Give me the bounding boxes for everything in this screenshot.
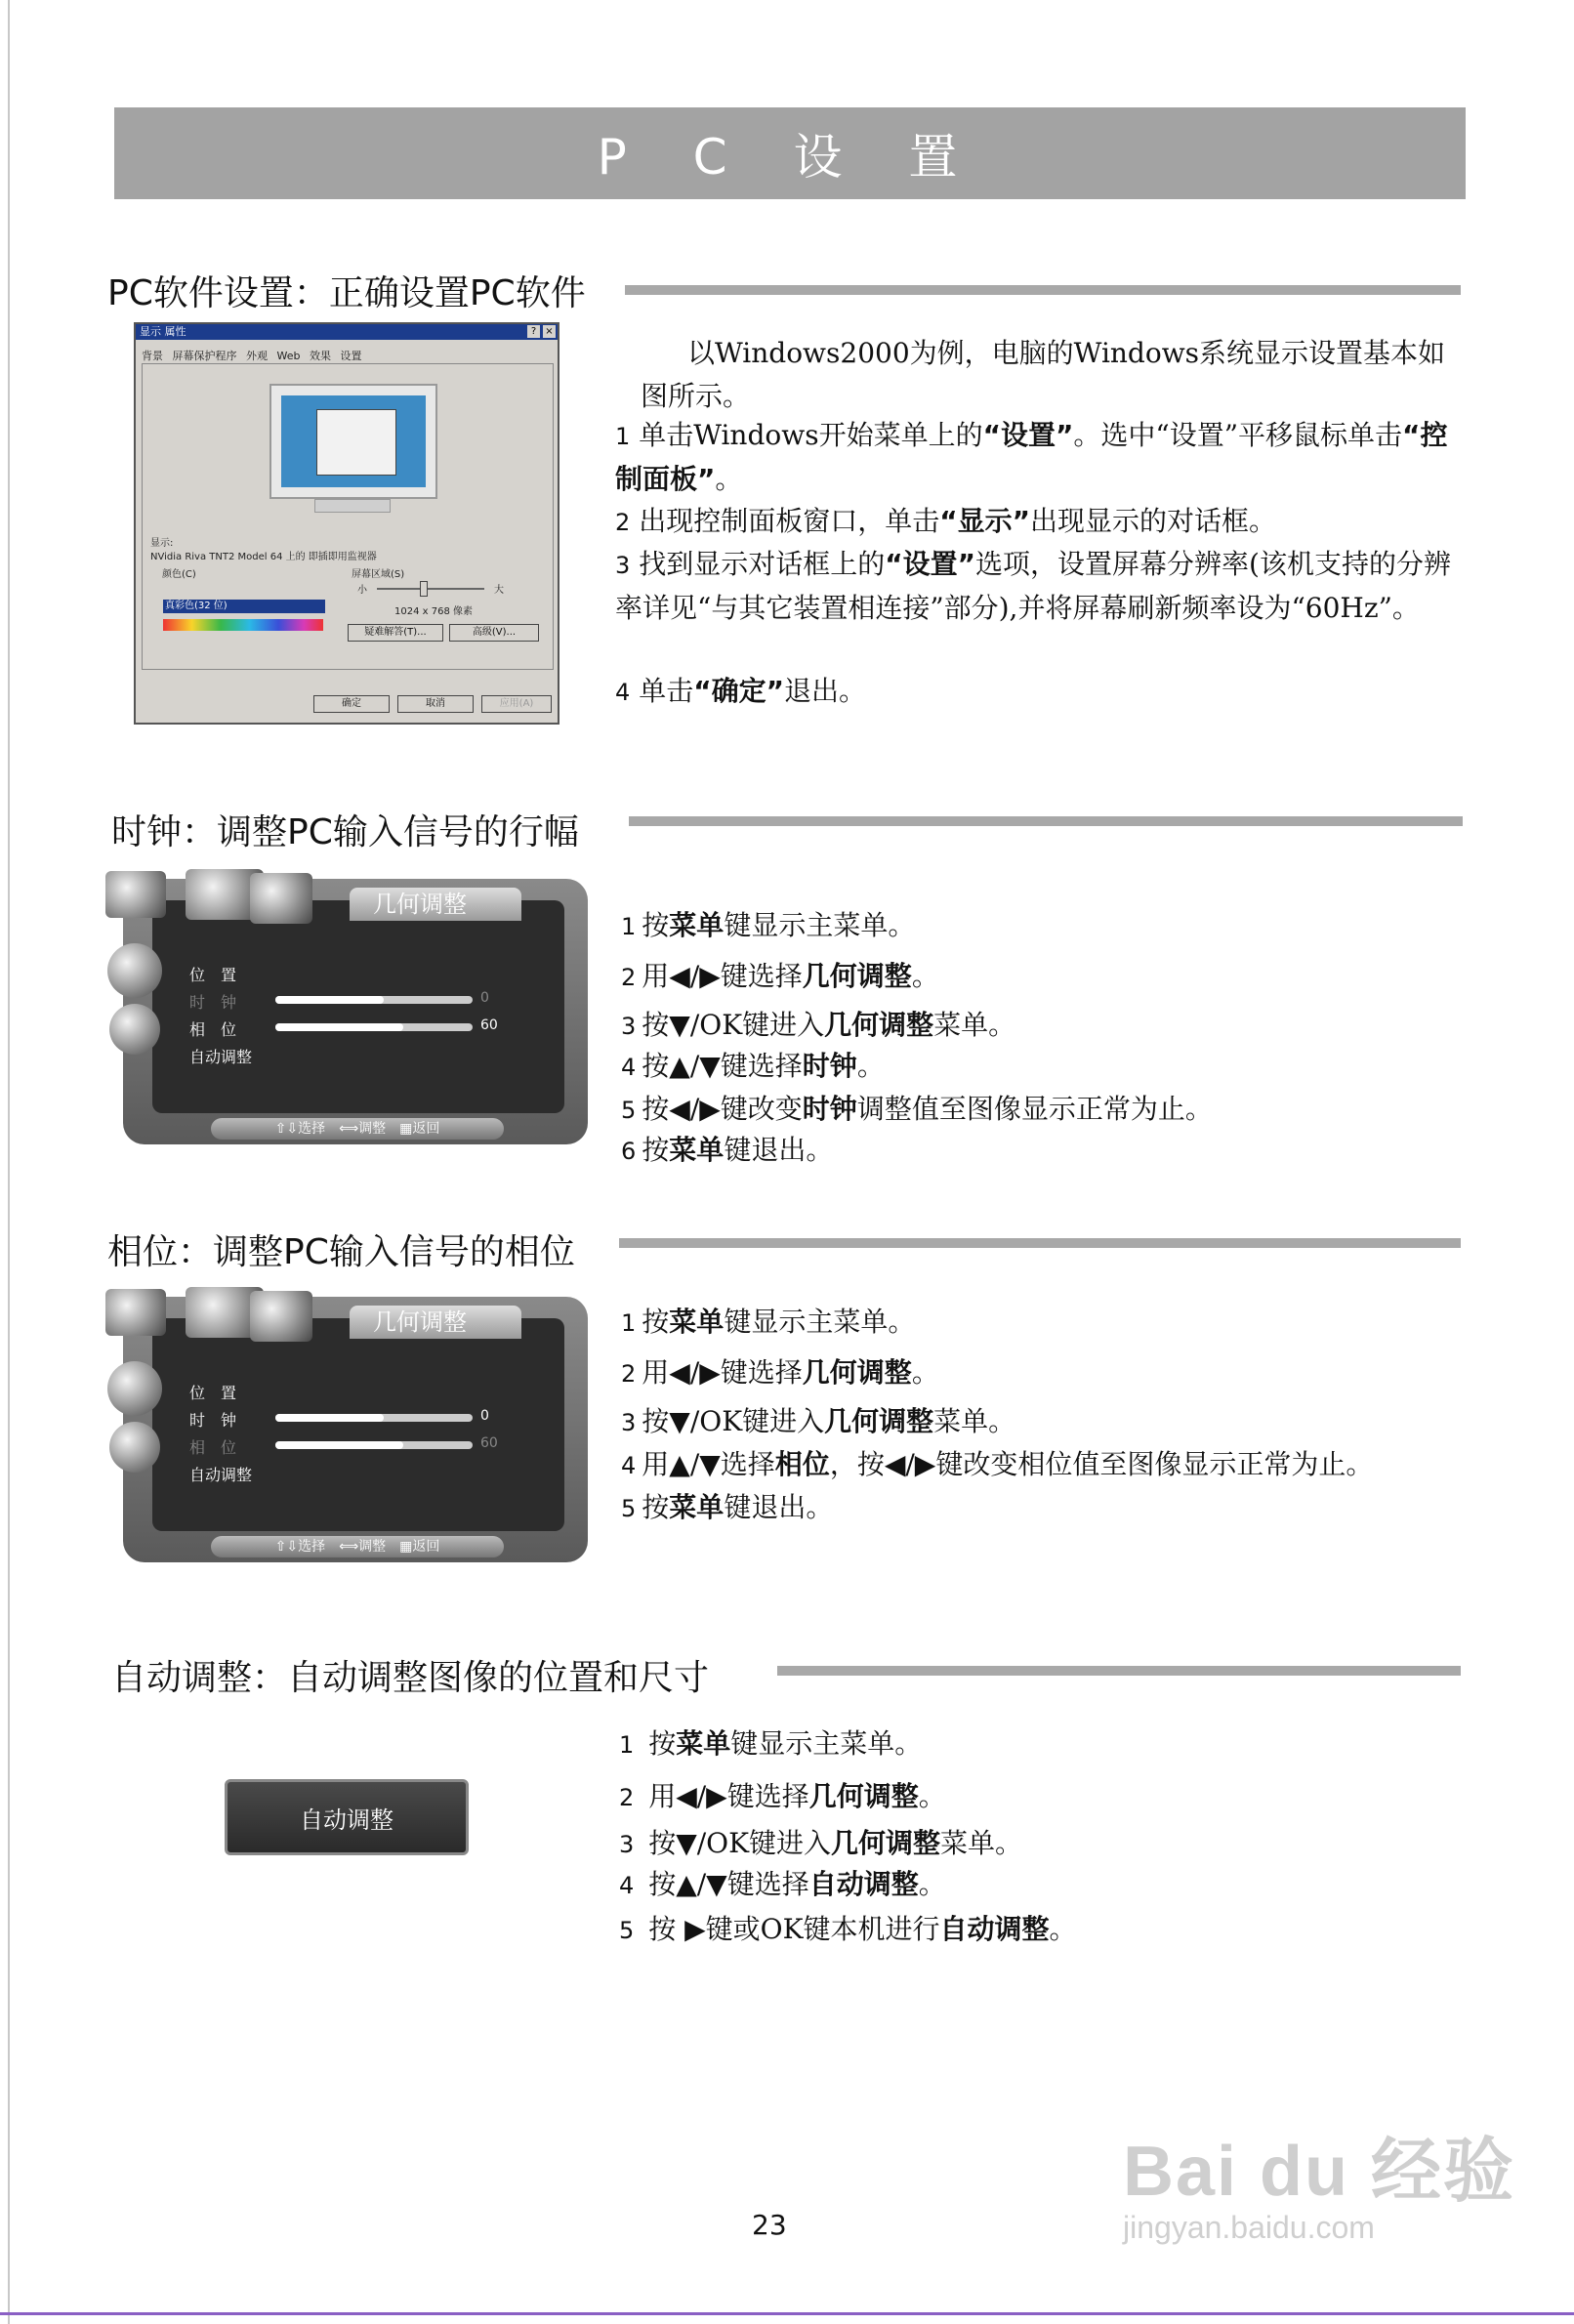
section-rule xyxy=(619,1238,1461,1248)
osd-item-clock[interactable]: 时 钟 xyxy=(189,1411,237,1430)
section3-step-3 xyxy=(621,1400,1015,1439)
section-title-clock: 时钟：调整PC输入信号的行幅 xyxy=(111,812,579,852)
watermark-brand: Bai du 经验 xyxy=(1123,2133,1516,2211)
step-number: 3 xyxy=(621,1409,637,1436)
step-text: 按▼/OK键进入 xyxy=(648,1827,832,1859)
clock-slider-fill xyxy=(275,996,384,1004)
step-number: 4 xyxy=(621,1452,637,1479)
magnifier-icon xyxy=(109,1004,160,1055)
osd-menu-clock xyxy=(104,869,592,1152)
gear-icon xyxy=(107,943,162,998)
section3-step-2 xyxy=(621,1351,939,1390)
osd-item-position[interactable]: 位 置 xyxy=(189,1384,237,1402)
resolution-value: 1024 x 768 像素 xyxy=(394,606,473,617)
step-text: 用◀/▶键选择 xyxy=(648,1780,809,1812)
step-number: 4 xyxy=(619,1872,635,1899)
step-number: 6 xyxy=(621,1138,637,1165)
osd-item-position[interactable]: 位 置 xyxy=(189,966,237,984)
phase-value: 60 xyxy=(480,1435,498,1451)
picture-icon xyxy=(250,873,312,924)
phase-slider[interactable] xyxy=(275,1441,473,1449)
step-keyword: 几何调整 xyxy=(802,1356,912,1389)
step-number: 2 xyxy=(619,1784,635,1811)
step-number: 4 xyxy=(621,1054,637,1081)
step-number: 2 xyxy=(621,1360,637,1388)
section2-step-3 xyxy=(621,1004,1015,1043)
display-value: NVidia Riva TNT2 Model 64 上的 即插即用监视器 xyxy=(150,552,377,562)
display-label: 显示: xyxy=(150,538,174,549)
step-number: 5 xyxy=(619,1917,635,1944)
step-text: 出现控制面板窗口，单击 xyxy=(639,505,940,537)
step-keyword: 几何调整 xyxy=(802,960,912,992)
osd-tab-geometry[interactable]: 几何调整 xyxy=(350,1306,521,1339)
troubleshoot-button[interactable]: 疑难解答(T)... xyxy=(348,624,443,642)
step-number: 2 xyxy=(615,509,631,536)
step-number: 5 xyxy=(621,1495,637,1522)
area-small-label: 小 xyxy=(357,585,367,596)
position-icon xyxy=(105,1289,166,1336)
tab-screensaver[interactable]: 屏幕保护程序 xyxy=(172,350,237,362)
page-header-banner xyxy=(114,107,1466,199)
step-text: ，按◀/▶键改变相位值至图像显示正常为止。 xyxy=(829,1448,1374,1480)
step-keyword: 菜单 xyxy=(669,1491,725,1523)
step-text: 按▲/▼键选择 xyxy=(648,1868,809,1900)
step-text: 键退出。 xyxy=(724,1134,834,1166)
osd-item-phase[interactable]: 相 位 xyxy=(189,1438,237,1457)
step-keyword: 几何调整 xyxy=(824,1405,934,1437)
close-button[interactable]: × xyxy=(543,325,556,338)
section2-step-6 xyxy=(621,1129,833,1168)
watermark-url: jingyan.baidu.com xyxy=(1123,2210,1375,2245)
section1-step xyxy=(615,414,1465,501)
section3-step-5 xyxy=(621,1486,833,1525)
osd-footer-hints: ⇧⇩选择 ⟺调整 ▦返回 xyxy=(211,1118,504,1140)
step-text: 键显示主菜单。 xyxy=(724,909,916,941)
step-text: 退出。 xyxy=(784,675,867,707)
step-text: 菜单。 xyxy=(940,1827,1023,1859)
step-keyword: 菜单 xyxy=(669,1306,725,1338)
step-text: 按▲/▼键选择 xyxy=(642,1050,803,1082)
step-text: 找到显示对话框上的 xyxy=(639,548,886,580)
osd-item-clock[interactable]: 时 钟 xyxy=(189,993,237,1012)
step-text: 按 ▶键或OK键本机进行 xyxy=(648,1913,940,1945)
step-keyword: 几何调整 xyxy=(808,1780,919,1812)
section1-step xyxy=(615,543,1465,630)
step-text: 按▼/OK键进入 xyxy=(642,1405,825,1437)
section4-step-3 xyxy=(619,1822,1022,1861)
step-text: 。 xyxy=(856,1050,885,1082)
step-number: 1 xyxy=(621,913,637,940)
baidu-watermark xyxy=(1123,2114,1515,2246)
step-text: 。 xyxy=(918,1780,946,1812)
step-text: 用◀/▶键选择 xyxy=(642,960,803,992)
step-keyword: 自动调整 xyxy=(939,1913,1050,1945)
osd-item-phase[interactable]: 相 位 xyxy=(189,1020,237,1039)
step-number: 4 xyxy=(615,679,631,706)
step-keyword: “确定” xyxy=(693,675,785,707)
step-keyword: 菜单 xyxy=(669,1134,725,1166)
section4-step-5 xyxy=(619,1908,1077,1947)
step-text: 按 xyxy=(642,909,670,941)
section2-step-4 xyxy=(621,1045,885,1084)
phase-slider-fill xyxy=(275,1023,403,1031)
phase-slider-fill xyxy=(275,1441,403,1449)
monitor-preview xyxy=(269,384,437,499)
osd-item-auto-adjust[interactable]: 自动调整 xyxy=(189,1048,253,1066)
step-text: 按▼/OK键进入 xyxy=(642,1009,825,1041)
section-title-pc-software: PC软件设置：正确设置PC软件 xyxy=(107,273,586,313)
step-text: 。 xyxy=(1049,1913,1077,1945)
color-select[interactable]: 真彩色(32 位) xyxy=(163,600,325,613)
tab-settings[interactable]: 设置 xyxy=(340,350,362,362)
section3-step-1 xyxy=(621,1301,915,1340)
color-spectrum xyxy=(163,619,323,631)
osd-menu-phase xyxy=(104,1287,592,1570)
position-icon xyxy=(105,871,166,918)
step-text: 菜单。 xyxy=(933,1405,1016,1437)
step-number: 5 xyxy=(621,1097,637,1124)
phase-value: 60 xyxy=(480,1017,498,1033)
clock-value: 0 xyxy=(480,1408,489,1424)
apply-button[interactable]: 应用(A) xyxy=(481,695,552,713)
section4-step-2 xyxy=(619,1775,946,1814)
step-text: 。 xyxy=(911,1356,939,1389)
step-text: 调整值至图像显示正常为止。 xyxy=(856,1093,1213,1125)
step-text: 用▲/▼选择 xyxy=(642,1448,775,1480)
clock-slider[interactable] xyxy=(275,1414,473,1422)
step-keyword: 几何调整 xyxy=(831,1827,941,1859)
section4-step-4 xyxy=(619,1863,946,1902)
advanced-button[interactable]: 高级(V)... xyxy=(449,624,539,642)
step-text: 键显示主菜单。 xyxy=(724,1306,916,1338)
section-rule xyxy=(777,1666,1461,1676)
dialog-titlebar xyxy=(136,324,558,340)
step-text: 按 xyxy=(642,1491,670,1523)
step-keyword: “设置” xyxy=(885,548,976,580)
area-label: 屏幕区域(S) xyxy=(352,569,405,580)
section1-step xyxy=(615,500,1465,544)
step-keyword: 几何调整 xyxy=(824,1009,934,1041)
section-rule xyxy=(625,285,1461,295)
phase-slider[interactable] xyxy=(275,1023,473,1031)
gear-icon xyxy=(107,1361,162,1416)
step-keyword: 菜单 xyxy=(676,1727,731,1760)
step-keyword: 菜单 xyxy=(669,909,725,941)
magnifier-icon xyxy=(109,1422,160,1473)
page-title: P C 设 置 xyxy=(597,129,983,186)
picture-icon xyxy=(250,1291,312,1342)
section-rule xyxy=(629,816,1463,826)
step-number: 1 xyxy=(621,1309,637,1337)
page-bottom-border xyxy=(0,2312,1574,2315)
step-text: 。 xyxy=(918,1868,946,1900)
step-text: 。 xyxy=(715,463,743,495)
preview-window xyxy=(316,409,396,476)
area-large-label: 大 xyxy=(494,585,504,596)
osd-tab-geometry[interactable]: 几何调整 xyxy=(350,888,521,921)
step-text: 键显示主菜单。 xyxy=(730,1727,923,1760)
step-number: 1 xyxy=(619,1731,635,1759)
page-number: 23 xyxy=(752,2209,787,2241)
tab-appearance[interactable]: 外观 xyxy=(246,350,268,362)
step-text: 单击 xyxy=(639,675,694,707)
step-number: 3 xyxy=(615,552,631,579)
ok-button[interactable]: 确定 xyxy=(313,695,390,713)
step-keyword: “控制面板” xyxy=(615,419,1448,495)
page-left-border xyxy=(8,0,10,2324)
section4-step-1 xyxy=(619,1722,922,1762)
step-number: 3 xyxy=(621,1013,637,1040)
section-title-auto-adjust: 自动调整：自动调整图像的位置和尺寸 xyxy=(111,1658,710,1698)
step-keyword: “显示” xyxy=(939,505,1031,537)
cancel-button[interactable]: 取消 xyxy=(397,695,474,713)
monitor-stand xyxy=(314,499,391,513)
step-text: 用◀/▶键选择 xyxy=(642,1356,803,1389)
section2-step-2 xyxy=(621,955,939,994)
slider-thumb[interactable] xyxy=(420,581,428,597)
step-text: 按 xyxy=(642,1134,670,1166)
step-keyword: 时钟 xyxy=(802,1093,857,1125)
tab-effects[interactable]: 效果 xyxy=(309,350,331,362)
section1-step xyxy=(615,670,1465,714)
step-keyword: “设置” xyxy=(982,419,1074,451)
osd-item-auto-adjust[interactable]: 自动调整 xyxy=(189,1466,253,1484)
clock-slider-fill xyxy=(275,1414,384,1422)
step-text: 菜单。 xyxy=(933,1009,1016,1041)
step-text: 出现显示的对话框。 xyxy=(1030,505,1277,537)
osd-footer-hints: ⇧⇩选择 ⟺调整 ▦返回 xyxy=(211,1536,504,1557)
step-keyword: 时钟 xyxy=(802,1050,857,1082)
step-text: 按◀/▶键改变 xyxy=(642,1093,803,1125)
step-text: 按 xyxy=(642,1306,670,1338)
clock-slider[interactable] xyxy=(275,996,473,1004)
tab-web[interactable]: Web xyxy=(276,350,301,362)
monitor-screen xyxy=(281,395,426,487)
auto-adjust-button[interactable]: 自动调整 xyxy=(225,1779,469,1855)
step-number: 2 xyxy=(621,964,637,991)
step-keyword: 自动调整 xyxy=(808,1868,919,1900)
step-number: 3 xyxy=(619,1831,635,1858)
section1-intro: 以Windows2000为例，电脑的Windows系统显示设置基本如图所示。 xyxy=(641,337,1446,412)
color-label: 颜色(C) xyxy=(162,569,196,580)
display-properties-dialog xyxy=(134,322,559,725)
step-text: 。 xyxy=(911,960,939,992)
step-number: 1 xyxy=(615,423,631,450)
dialog-title: 显示 属性 xyxy=(140,325,186,338)
step-text: 键退出。 xyxy=(724,1491,834,1523)
section3-step-4 xyxy=(621,1443,1373,1482)
step-keyword: 相位 xyxy=(774,1448,830,1480)
step-text: 选项，设置屏幕分辨率(该机支持的分辨率详见“与其它装置相连接”部分),并将屏幕刷新频率设为“60Hz”。 xyxy=(615,548,1451,624)
clock-value: 0 xyxy=(480,990,489,1006)
step-text: 单击Windows开始菜单上的 xyxy=(639,419,983,451)
resolution-slider[interactable] xyxy=(377,588,484,590)
section2-step-1 xyxy=(621,904,915,943)
step-text: 按 xyxy=(648,1727,677,1760)
tab-background[interactable]: 背景 xyxy=(142,350,163,362)
step-text: 。选中“设置”平移鼠标单击 xyxy=(1073,419,1403,451)
section-title-phase: 相位：调整PC输入信号的相位 xyxy=(107,1232,575,1272)
dialog-tabs xyxy=(142,348,367,363)
section2-step-5 xyxy=(621,1088,1213,1127)
help-button[interactable]: ? xyxy=(527,325,540,338)
